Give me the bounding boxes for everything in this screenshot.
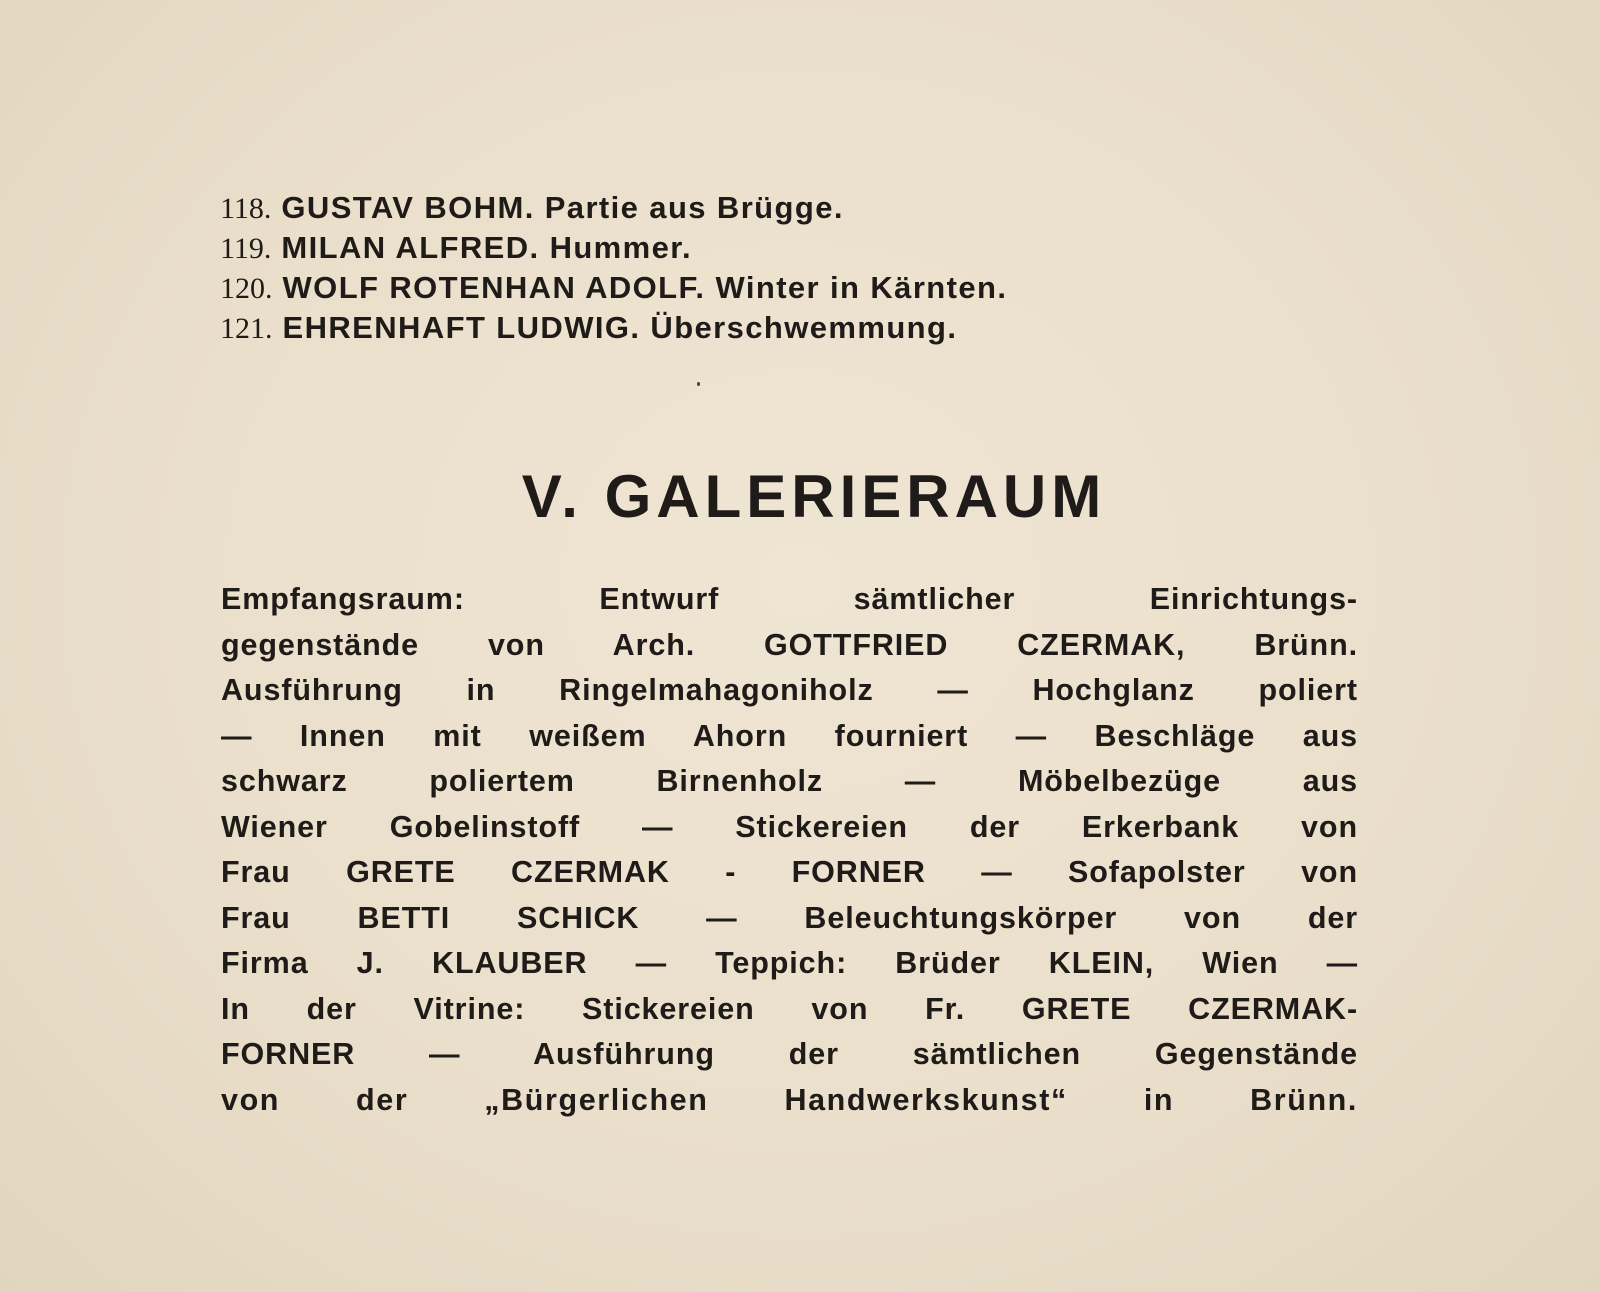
entry-number: 119. — [220, 232, 272, 265]
description-line: Frau BETTI SCHICK — Beleuchtungskörper von der — [221, 900, 1358, 935]
description-line: gegenstände von Arch. GOTTFRIED CZERMAK, Brünn. — [221, 627, 1358, 662]
catalog-entry — [220, 308, 1360, 348]
description-line: In der Vitrine: Stickereien von Fr. GRETE CZERMAK- — [221, 991, 1358, 1026]
entry-artist: MILAN ALFRED. — [281, 230, 540, 265]
room-description — [221, 577, 1358, 1123]
catalog-entry — [220, 228, 1360, 268]
description-line: Wiener Gobelinstoff — Stickereien der Erkerbank von — [221, 809, 1358, 844]
entry-number: 118. — [220, 192, 272, 225]
description-line: Firma J. KLAUBER — Teppich: Brüder KLEIN, Wien — — [221, 946, 1358, 980]
entry-title: Winter in Kärnten. — [715, 270, 1008, 305]
entry-artist: EHRENHAFT LUDWIG. — [282, 310, 641, 345]
catalog-entry-list — [220, 188, 1360, 348]
ink-speck — [697, 382, 700, 386]
entry-artist: GUSTAV BOHM. — [281, 190, 535, 225]
entry-artist: WOLF ROTENHAN ADOLF. — [282, 270, 706, 305]
catalog-entry — [220, 268, 1360, 308]
description-line: Frau GRETE CZERMAK - FORNER — Sofapolster von — [221, 855, 1358, 889]
description-line: von der „Bürgerlichen Handwerkskunst“ in Brünn. — [221, 1082, 1358, 1117]
description-line: Ausführung in Ringelmahagoniholz — Hochglanz poliert — [221, 673, 1358, 707]
entry-number: 120. — [220, 272, 273, 305]
description-line: FORNER — Ausführung der sämtlichen Gegenstände — [221, 1037, 1358, 1071]
description-line: schwarz poliertem Birnenholz — Möbelbezüge aus — [221, 764, 1358, 798]
entry-title: Partie aus Brügge. — [544, 190, 844, 225]
entry-title: Hummer. — [549, 230, 693, 265]
section-title: V. GALERIERAUM — [521, 463, 1107, 530]
description-line: — Innen mit weißem Ahorn fourniert — Beschläge aus — [221, 718, 1358, 753]
entry-title: Überschwemmung. — [650, 310, 958, 345]
catalog-entry — [220, 188, 1360, 228]
description-line: Empfangsraum: Entwurf sämtlicher Einrichtungs- — [221, 582, 1358, 616]
entry-number: 121. — [220, 312, 273, 345]
